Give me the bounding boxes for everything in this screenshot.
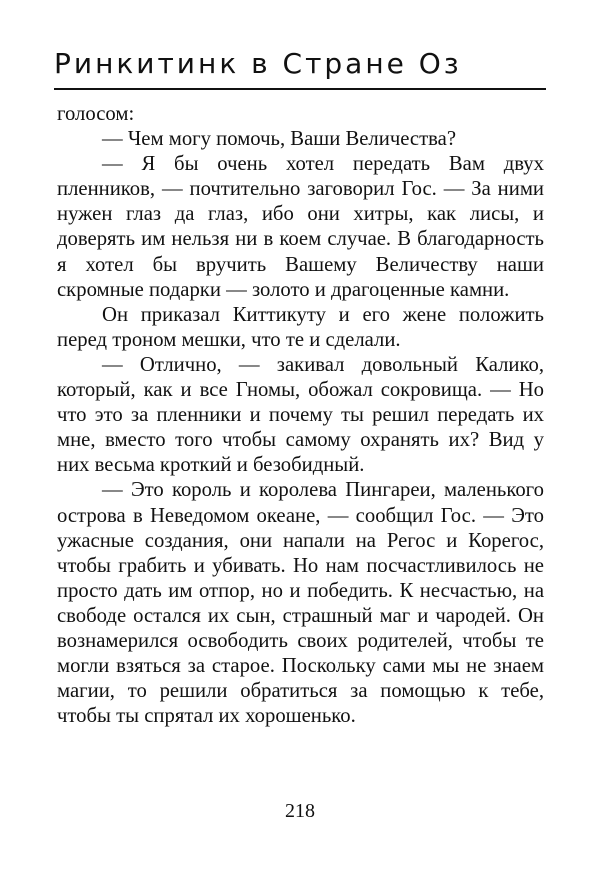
header-rule bbox=[54, 88, 546, 90]
paragraph: — Это король и королева Пингареи, маленького острова в Неведомом океане, — сообщил Гос. — Это ужасные создания, они напали на Регос и Корегос, чтобы грабить и убивать. Но нам посчастливилось не просто дать им отпор, но и победить. К несчастью, на свободе остался их сын, страшный маг и чародей. Он вознамерился освободить своих родителей, чтобы те могли взяться за старое. Поскольку сами мы не знаем магии, то решили обратиться за помощью к тебе, чтобы ты спрятал их хорошенько. bbox=[57, 479, 544, 728]
book-title: Ринкитинк в Стране Оз bbox=[54, 47, 462, 80]
paragraph: — Я бы очень хотел передать Вам двух пленников, — почтительно заговорил Гос. — За ними нужен глаз да глаз, ибо они хитры, как лисы, и доверять им нельзя ни в коем случае. В благодарность я хотел бы вручить Вашему Величеству наши скромные подарки — золото и драгоценные камни. bbox=[57, 153, 544, 301]
paragraph: — Чем могу помочь, Ваши Величества? bbox=[102, 128, 457, 151]
body-text bbox=[57, 102, 544, 729]
paragraph: — Отлично, — закивал довольный Калико, который, как и все Гномы, обожал сокровища. — Но что это за пленники и почему ты решил передать их мне, вместо того чтобы самому охранять их? Вид у них весьма кроткий и безобидный. bbox=[57, 353, 544, 477]
running-header bbox=[54, 44, 546, 84]
paragraph-continuation: голосом: bbox=[57, 103, 135, 125]
paragraph: Он приказал Киттикуту и его жене положить перед троном мешки, что те и сделали. bbox=[57, 303, 544, 351]
page-number: 218 bbox=[285, 800, 315, 822]
